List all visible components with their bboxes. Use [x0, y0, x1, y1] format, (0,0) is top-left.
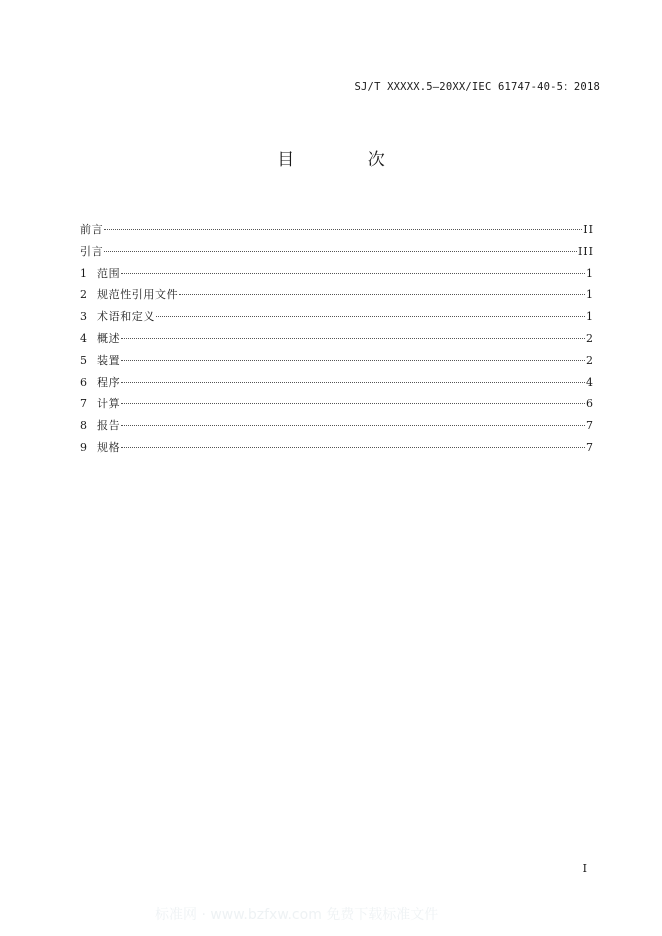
toc-entry-title: 计算 — [97, 397, 121, 411]
toc-entry-page: 1 — [586, 310, 594, 324]
toc-dot-leader — [121, 360, 585, 361]
toc-entry-overview[interactable] — [80, 330, 594, 352]
toc-entry-number: 6 — [80, 375, 87, 389]
toc-entry-number: 5 — [80, 353, 87, 367]
toc-entry-calculation[interactable] — [80, 395, 594, 417]
toc-entry-foreword[interactable] — [80, 221, 594, 243]
toc-entry-procedure[interactable] — [80, 374, 594, 396]
toc-entry-normative-references[interactable] — [80, 286, 594, 308]
toc-entry-page: II — [583, 223, 594, 236]
toc-entry-number: 9 — [80, 440, 87, 454]
toc-entry-title: 引言 — [80, 244, 104, 258]
toc-entry-number: 7 — [80, 397, 87, 411]
toc-entry-page: III — [577, 244, 594, 258]
toc-entry-apparatus[interactable] — [80, 352, 594, 374]
toc-dot-leader — [156, 316, 585, 317]
toc-dot-leader — [121, 273, 585, 274]
toc-entry-page: 6 — [586, 397, 594, 411]
toc-entry-page: 2 — [586, 331, 594, 345]
toc-dot-leader — [104, 229, 582, 230]
toc-dot-leader — [121, 425, 585, 426]
page-title: 目 次 — [277, 150, 419, 170]
toc-entry-page: 2 — [586, 353, 594, 367]
toc-entry-title: 规格 — [97, 440, 121, 454]
toc-dot-leader — [179, 294, 585, 295]
toc-entry-specification[interactable] — [80, 439, 594, 461]
toc-dot-leader — [104, 251, 577, 252]
toc-entry-number: 1 — [80, 266, 87, 280]
toc-entry-terms-definitions[interactable] — [80, 308, 594, 330]
toc-entry-number: 2 — [80, 288, 87, 302]
table-of-contents — [80, 221, 594, 461]
toc-entry-title: 程序 — [97, 375, 121, 389]
toc-entry-scope[interactable] — [80, 265, 594, 287]
toc-entry-page: 7 — [586, 440, 594, 454]
toc-dot-leader — [121, 338, 585, 339]
toc-entry-report[interactable] — [80, 417, 594, 439]
toc-entry-title: 报告 — [97, 419, 121, 433]
toc-dot-leader — [121, 382, 585, 383]
toc-entry-title: 术语和定义 — [97, 310, 155, 324]
toc-entry-page: 4 — [586, 375, 594, 389]
toc-entry-introduction[interactable] — [80, 243, 594, 265]
toc-dot-leader — [121, 403, 585, 404]
toc-entry-page: 1 — [586, 288, 594, 302]
page-number: I — [582, 862, 587, 875]
toc-entry-page: 1 — [586, 266, 594, 280]
toc-entry-number: 4 — [80, 331, 87, 345]
toc-dot-leader — [121, 447, 585, 448]
toc-entry-page: 7 — [586, 419, 594, 433]
toc-entry-title: 装置 — [97, 353, 121, 367]
toc-entry-number: 8 — [80, 419, 87, 433]
toc-entry-title: 前言 — [80, 223, 104, 236]
watermark: 标准网 · www.bzfxw.com 免费下载标准文件 — [155, 907, 439, 923]
toc-entry-number: 3 — [80, 310, 87, 324]
toc-entry-title: 范围 — [97, 266, 121, 280]
toc-entry-title: 规范性引用文件 — [97, 288, 179, 302]
toc-entry-title: 概述 — [97, 331, 121, 345]
document-id: SJ/T XXXXX.5—20XX/IEC 61747-40-5：2018 — [354, 81, 600, 93]
